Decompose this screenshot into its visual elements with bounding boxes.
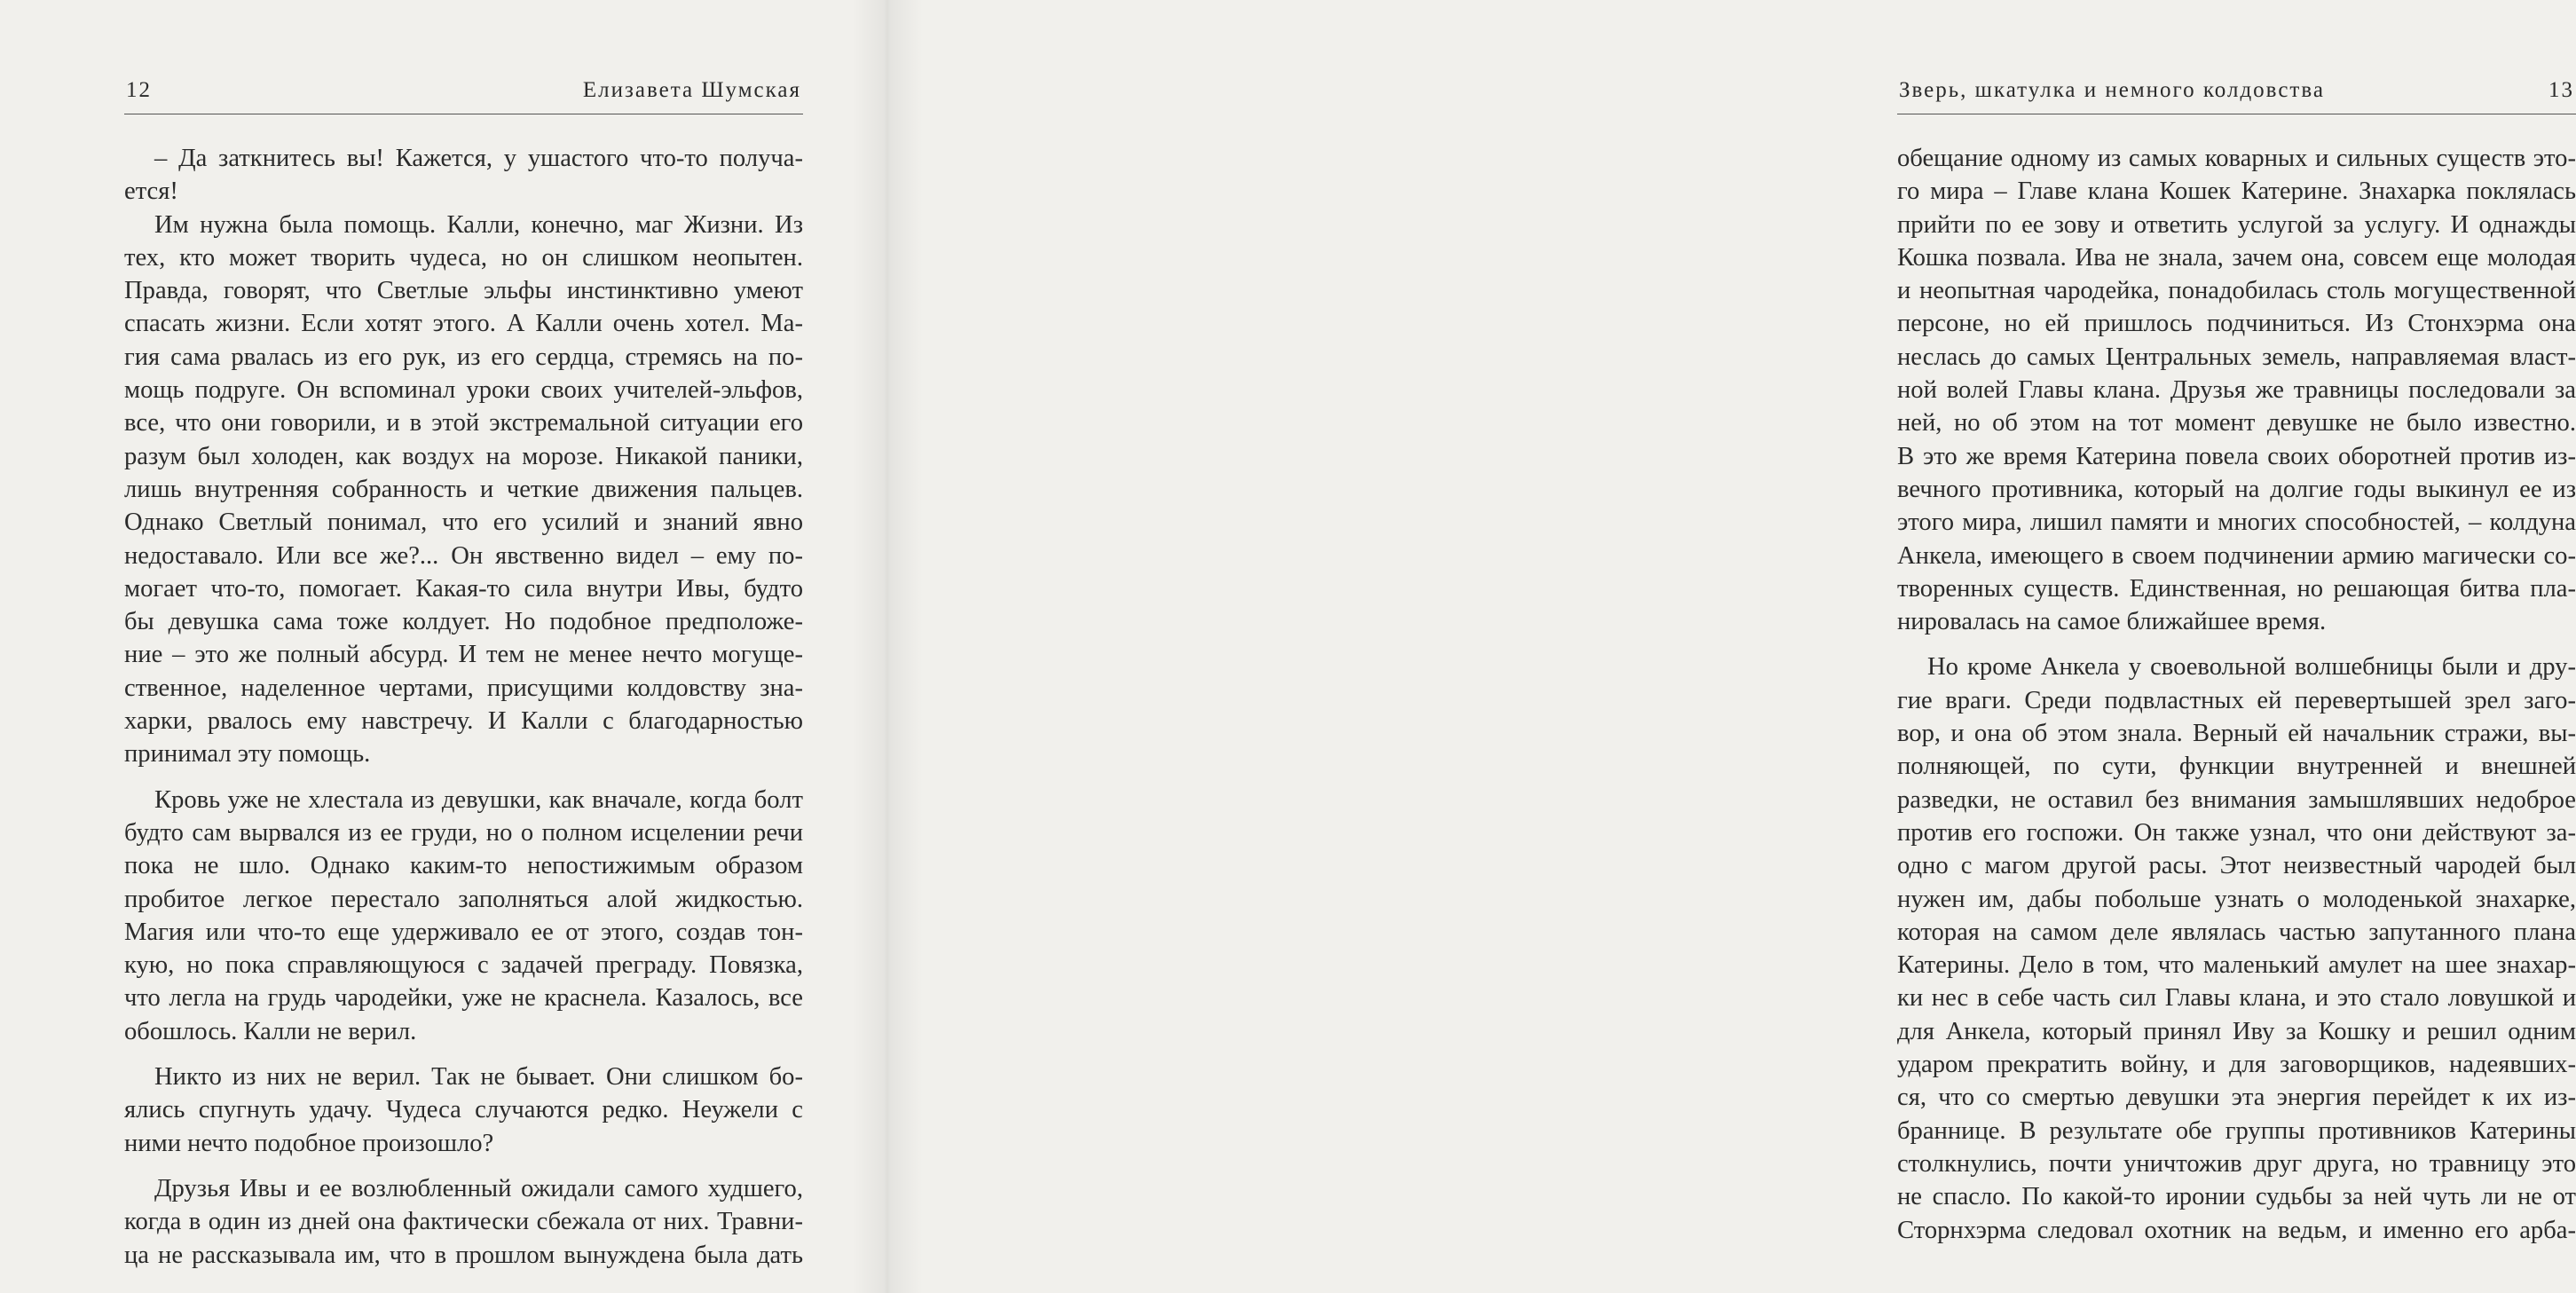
text-line: ударом прекратить войну, и для заговорщиков, надеявших- <box>1897 1051 2576 1079</box>
text-line: прийти по ее зову и ответить услугой за услугу. И однажды <box>1897 210 2576 239</box>
text-line: Друзья Ивы и ее возлюбленный ожидали самого худшего, <box>154 1174 803 1202</box>
text-line: могает что-то, помогает. Какая-то сила внутри Ивы, будто <box>124 574 803 603</box>
text-line: Однако Светлый понимал, что его усилий и знаний явно <box>124 509 803 537</box>
left-page-text <box>124 142 803 1272</box>
text-line: разум был холоден, как воздух на морозе. Никакой паники, <box>124 442 803 470</box>
text-line: бы девушка сама тоже колдует. Но подобное предположе- <box>124 608 803 636</box>
text-line: творенных существ. Единственная, но решающая битва пла- <box>1897 574 2576 603</box>
text-line: против его госпожи. Он также узнал, что они действуют за- <box>1897 818 2576 847</box>
text-line: нировалась на самое ближайшее время. <box>1897 608 2327 636</box>
text-line: полняющей, по сути, функции внутренней и внешней <box>1897 753 2576 781</box>
text-line: Сторнхэрма следовал охотник на ведьм, и именно его арба- <box>1897 1216 2576 1244</box>
text-line: ственное, наделенное чертами, присущими колдовству зна- <box>124 674 803 702</box>
left-running-head-author: Елизавета Шумская <box>582 78 801 102</box>
text-line: и неопытная чародейка, понадобилась столь могущественной <box>1897 277 2576 305</box>
text-line: столкнулись, почти уничтожив друг друга, но травницу это <box>1897 1149 2576 1178</box>
text-line: обошлось. Калли не верил. <box>124 1017 417 1045</box>
left-page-number: 12 <box>126 78 152 102</box>
right-page <box>887 0 2576 1293</box>
text-line: – Да заткнитесь вы! Кажется, у ушастого что-то получа- <box>154 145 803 172</box>
text-line: принимал эту помощь. <box>124 740 371 769</box>
left-page <box>0 0 887 1293</box>
text-line: ними нечто подобное произошло? <box>124 1129 494 1157</box>
right-page-text <box>1897 142 2576 1247</box>
text-line: Но кроме Анкела у своевольной волшебницы были и дру- <box>1927 653 2576 682</box>
text-line: Кровь уже не хлестала из девушки, как вначале, когда болт <box>154 785 803 814</box>
text-line: Правда, говорят, что Светлые эльфы инстинктивно умеют <box>124 277 803 305</box>
text-line: пока не шло. Однако каким-то непостижимым образом <box>124 852 803 880</box>
text-line: не спасло. По какой-то иронии судьбы за ней чуть ли не от <box>1897 1183 2576 1211</box>
right-running-header <box>1897 78 2576 110</box>
text-line: ние – это же полный абсурд. И тем не менее нечто могуще- <box>124 641 803 669</box>
text-line: ней, но об этом на тот момент девушке не было известно. <box>1897 409 2576 438</box>
text-line: недоставало. Или все же?... Он явственно видел – ему по- <box>124 541 803 570</box>
text-line: ся, что со смертью девушки эта энергия перейдет к их из- <box>1897 1084 2576 1112</box>
text-line: неслась до самых Центральных земель, направляемая власт- <box>1897 343 2576 371</box>
text-line: ца не рассказывала им, что в прошлом вынуждена была дать <box>124 1241 803 1269</box>
text-line: когда в один из дней она фактически сбежала от них. Травни- <box>124 1208 803 1236</box>
text-line: этого мира, лишил памяти и многих способностей, – колдуна <box>1897 509 2576 537</box>
text-line: спасать жизни. Если хотят этого. А Калли очень хотел. Ма- <box>124 310 803 338</box>
text-line: будто сам вырвался из ее груди, но о полном исцелении речи <box>124 818 803 847</box>
text-line: Анкела, имеющего в своем подчинении армию магически со- <box>1897 541 2576 570</box>
text-line: харки, рвалось ему навстречу. И Калли с благодарностью <box>124 707 803 736</box>
text-line: нужен им, дабы побольше узнать о молоденькой знахарке, <box>1897 885 2576 913</box>
text-line: ной волей Главы клана. Друзья же травницы последовали за <box>1897 376 2576 405</box>
text-line: персоне, но ей пришлось подчиниться. Из Стонхэрма она <box>1897 310 2576 338</box>
text-line: вечного противника, который на долгие годы выкинул ее из <box>1897 475 2576 503</box>
text-line: ки нес в себе часть сил Главы клана, и это стало ловушкой и <box>1897 984 2576 1013</box>
text-line: ется! <box>124 177 178 206</box>
text-line: браннице. В результате обе группы противников Катерины <box>1897 1116 2576 1145</box>
text-line: что легла на грудь чародейки, уже не краснела. Казалось, все <box>124 984 803 1013</box>
text-line: Кошка позвала. Ива не знала, зачем она, совсем еще молодая <box>1897 243 2576 272</box>
text-line: все, что они говорили, и в этой экстремальной ситуации его <box>124 409 803 438</box>
text-line: одно с магом другой расы. Этот неизвестный чародей был <box>1897 852 2576 880</box>
text-line: вор, и она об этом знала. Верный ей начальник стражи, вы- <box>1897 720 2576 748</box>
text-line: Катерины. Дело в том, что маленький амулет на шее знахар- <box>1897 951 2576 980</box>
text-line: ялись спугнуть удачу. Чудеса случаются редко. Неужели с <box>124 1096 803 1124</box>
text-line: для Анкела, который принял Иву за Кошку и решил одним <box>1897 1017 2576 1045</box>
text-line: обещание одному из самых коварных и сильных существ это- <box>1897 145 2576 172</box>
text-line: разведки, не оставил без внимания замышлявших недоброе <box>1897 785 2576 814</box>
right-page-number: 13 <box>2548 78 2574 102</box>
text-line: В это же время Катерина повела своих оборотней против из- <box>1897 442 2576 470</box>
right-running-head-title: Зверь, шкатулка и немного колдовства <box>1899 78 2325 102</box>
text-line: лишь внутренняя собранность и четкие движения пальцев. <box>124 475 803 503</box>
text-line: го мира – Главе клана Кошек Катерине. Знахарка поклялась <box>1897 177 2576 206</box>
text-line: Никто из них не верил. Так не бывает. Они слишком бо- <box>154 1063 803 1092</box>
text-line: Им нужна была помощь. Калли, конечно, маг Жизни. Из <box>154 210 803 239</box>
text-line: гие враги. Среди подвластных ей перевертышей зрел заго- <box>1897 686 2576 714</box>
text-line: которая на самом деле являлась частью запутанного плана <box>1897 918 2576 946</box>
text-line: гия сама рвалась из его рук, из его сердца, стремясь на по- <box>124 343 803 371</box>
text-line: кую, но пока справляющуюся с задачей преграду. Повязка, <box>124 951 803 980</box>
text-line: мощь подруге. Он вспоминал уроки своих учителей-эльфов, <box>124 376 803 405</box>
left-running-header <box>124 78 803 110</box>
text-line: тех, кто может творить чудеса, но он слишком неопытен. <box>124 243 803 272</box>
text-line: пробитое легкое перестало заполняться алой жидкостью. <box>124 885 803 913</box>
text-line: Магия или что-то еще удерживало ее от этого, создав тон- <box>124 918 803 946</box>
